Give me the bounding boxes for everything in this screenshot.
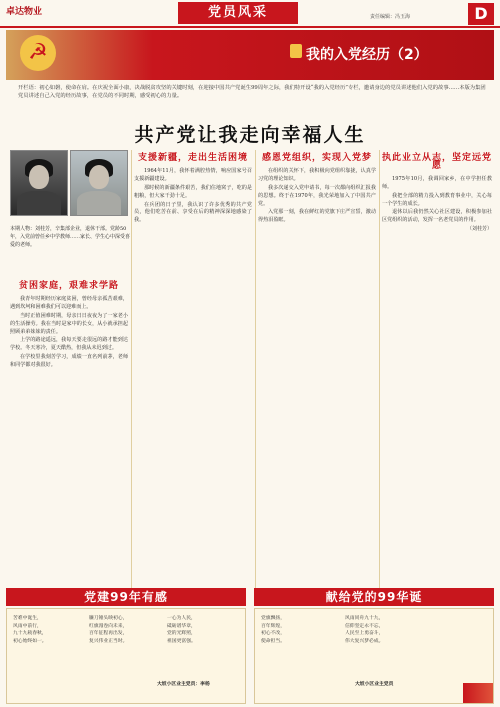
column-divider	[131, 150, 132, 590]
poem-stanza	[261, 615, 333, 645]
poem-line: 初心不改，	[261, 631, 285, 637]
paragraph: 在学校里我刻苦学习，成绩一直名列前茅，老师和同学都对我很好。	[10, 354, 128, 369]
paragraph: 1975年10月，我调回家乡，在中学担任教师。	[382, 175, 492, 190]
editor-note: 开栏语：初心如磐，使命在肩。在庆祝全面小康，决战脱贫攻坚的关键时刻，在迎接中国共产党诞生99周年之际，我们特开设“我的入党经历”专栏，邀请身边的党员讲述他们入党的故事……本版为集团党员讲述自己入党的经历故事，在党员的不同时期，感受初心的力量。	[18, 85, 486, 100]
poem-line: 信仰坚定永不忘，	[345, 623, 384, 629]
paragraph: 那时候的新疆条件艰苦，我们住地窝子，吃的是粗粮，但大家干劲十足。	[134, 184, 252, 199]
author-photos	[10, 150, 128, 224]
poem-line: 镰刀锤头映初心，	[89, 616, 128, 621]
poem-line: 复兴伟业正当时。	[89, 638, 128, 644]
editor-info: 责任编辑：冯玉海	[370, 14, 411, 20]
poem-line: 九十九载春秋，	[13, 631, 47, 637]
flag-icon	[290, 44, 302, 58]
poem-line: 百年辉煌，	[261, 623, 285, 629]
paragraph: 入党那一刻，我在鲜红的党旗下庄严宣誓，激动得热泪盈眶。	[258, 209, 376, 224]
poem-stanza	[167, 615, 239, 645]
page-letter: D	[468, 3, 494, 25]
article-column-4	[382, 150, 492, 235]
poem-stanza	[345, 615, 417, 645]
poem-line: 人民至上勇奋斗，	[345, 631, 384, 637]
poem-line: 祖国更富强。	[167, 638, 196, 644]
article-column-1	[10, 278, 128, 371]
left-poem-box	[6, 608, 246, 704]
header-rule	[0, 26, 500, 28]
author-signature: （刘桂芳）	[466, 226, 492, 233]
poem-line: 苦难中诞生，	[13, 616, 42, 621]
paragraph: 当时正值困难时期，母亲日日夜夜为了一家老小的生活操劳。我在当时是家中的长女，从小就承担起照顾弟弟妹妹的责任。	[10, 312, 128, 335]
poem-signature: 大坂小区业主党员：李杨	[157, 681, 210, 687]
poem-line: 百年征程再出发，	[89, 631, 128, 637]
right-poem-box	[254, 608, 494, 704]
article-column-3	[258, 150, 376, 226]
author-bio: 本期人物：刘桂芳，辛集部企业，退休干部。党龄50年，入党前曾任乡中学教师……家长、学生心中深受喜爱的老师。	[10, 226, 131, 248]
paragraph: 我多次递交入党申请书，每一次都向组织汇报我的思想。终于在1970年，我光荣地加入了中国共产党。	[258, 184, 376, 207]
company-logo	[6, 4, 42, 17]
poem-line: 一心为人民，	[167, 616, 196, 621]
poem-line: 红旗漫卷向未来，	[89, 623, 128, 629]
column-title: 我的入党经历（2）	[306, 47, 428, 63]
poem-line: 党的光辉照，	[167, 631, 196, 637]
paragraph: 我把全部的精力投入到教育事业中，关心每一个学生的成长。	[382, 192, 492, 207]
poem-line: 使命担当。	[261, 638, 285, 644]
logo-text: 卓达物业	[6, 7, 43, 17]
paragraph: 退休以后我仍然关心社区建设，积极参加社区党组织的活动，发挥一名老党员的作用。	[382, 209, 492, 224]
paragraph: 1964年11月，我怀着满腔热情，响应国家号召支援新疆建设。	[134, 167, 252, 182]
section-heading: 贫困家庭，艰难求学路	[18, 281, 119, 291]
party-emblem-icon: ☭	[20, 35, 56, 71]
section-title: 党员风采	[178, 2, 298, 24]
paragraph: 在组织的关怀下，我积极向党组织靠拢，认真学习党的理论知识。	[258, 167, 376, 182]
right-poem-banner: 献给党的99华诞	[254, 588, 494, 606]
paragraph: 我青年时期经历家庭贫困，曾经母亲孤苦艰难，遇到坎坷和困难我们可以迎难而上。	[10, 295, 128, 310]
paragraph: 在兵团的日子里，我认识了许多优秀的共产党员，他们吃苦在前、享受在后的精神深深地感染了我。	[134, 201, 252, 224]
left-poem-banner: 党建99年有感	[6, 588, 246, 606]
section-heading: 支援新疆，走出生活困境	[137, 153, 248, 163]
column-banner	[6, 30, 494, 80]
young-portrait-photo	[10, 150, 68, 216]
poem-signature: 大坂小区业主党员	[355, 681, 394, 687]
paragraph: 上学的路途遥远，我每天要走很远的路才能到达学校。冬天寒冷，夏天酷热，但我从未迟到过。	[10, 337, 128, 352]
footer-poems	[6, 588, 494, 704]
poem-stanza	[13, 615, 85, 645]
section-heading: 感恩党组织，实现入党梦	[261, 153, 372, 163]
page-header	[0, 0, 500, 26]
article-title: 共产党让我走向幸福人生	[134, 124, 366, 146]
poem-stanza	[89, 615, 161, 645]
poem-line: 风雨同舟九十九，	[345, 616, 384, 621]
poem-line: 风雨中前行，	[13, 623, 42, 629]
poem-line: 伟大复兴梦必成。	[345, 638, 384, 644]
article-column-2	[134, 150, 252, 226]
recent-portrait-photo	[70, 150, 128, 216]
poem-line: 砥砺谱华章，	[167, 623, 196, 629]
section-heading: 执此业立从志，坚定远党愿	[382, 153, 493, 171]
poem-line: 党旗飘扬，	[261, 616, 285, 621]
flag-decoration-icon	[463, 683, 493, 703]
column-divider	[379, 150, 380, 590]
column-divider	[255, 150, 256, 590]
poem-line: 初心始终如一。	[13, 638, 47, 644]
